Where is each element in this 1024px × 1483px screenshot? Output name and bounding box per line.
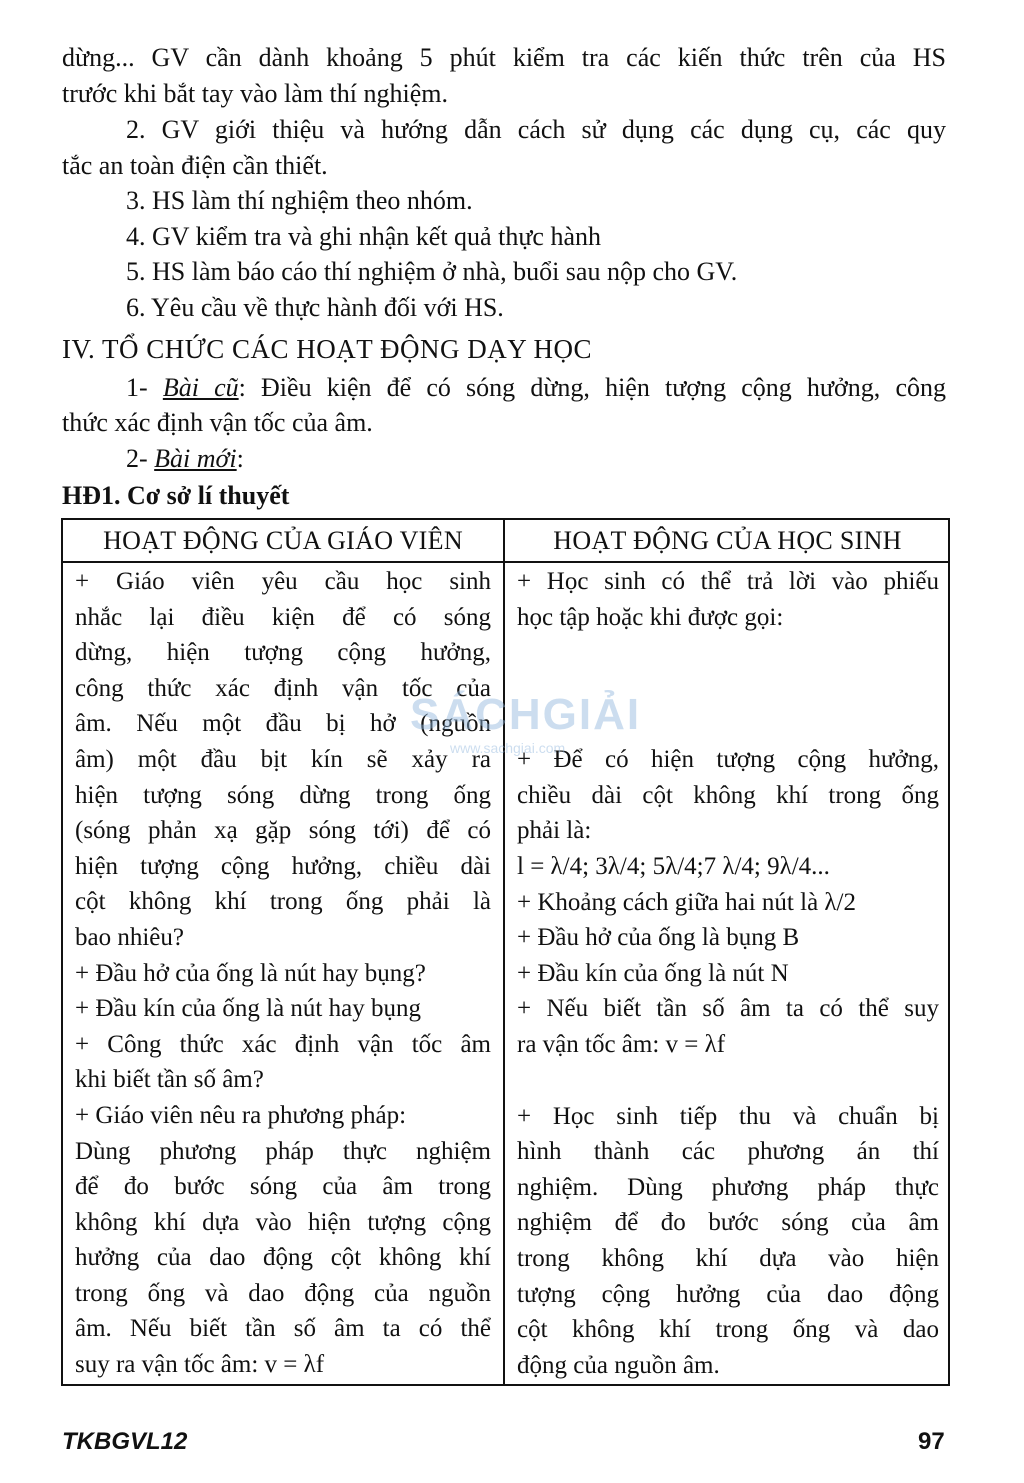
student-line: + Học sinh có thể trả lời vào phiếu	[517, 568, 939, 595]
teacher-line: dừng, hiện tượng cộng hưởng,	[75, 639, 491, 667]
student-line: trong không khí dựa vào hiện	[517, 1244, 939, 1272]
teacher-column	[75, 564, 491, 1383]
watermark-name: SÁCHGIẢI	[410, 690, 642, 739]
teacher-line: + Công thức xác định vận tốc âm	[75, 1030, 491, 1058]
old-lesson-prefix: 1-	[126, 373, 163, 402]
new-lesson-suffix: :	[236, 444, 244, 473]
student-column	[517, 564, 939, 1383]
student-line: cột không khí trong ống và dao	[517, 1316, 939, 1344]
student-line: hình thành các phương án thí	[517, 1138, 939, 1166]
activity-table	[61, 518, 950, 1386]
teacher-line: âm. Nếu một đầu bị hở (nguồn	[75, 710, 491, 738]
teacher-line: + Giáo viên yêu cầu học sinh	[75, 568, 491, 595]
student-line: chiều dài cột không khí trong ống	[517, 781, 939, 809]
new-lesson-line	[126, 441, 244, 477]
new-lesson-label: Bài mới	[154, 444, 237, 473]
teacher-line: nhắc lại điều kiện để có sóng	[75, 603, 491, 631]
table-header-divider	[63, 561, 948, 563]
student-line: nghiệm. Dùng phương pháp thực	[517, 1173, 939, 1201]
teacher-line: công thức xác định vận tốc của	[75, 674, 491, 702]
teacher-line: + Đầu kín của ống là nút hay bụng	[75, 995, 421, 1023]
step-4: 4. GV kiểm tra và ghi nhận kết quả thực hành	[126, 222, 601, 251]
old-lesson-line-1	[126, 370, 946, 406]
step-2-line-2: tắc an toàn điện cần thiết.	[62, 151, 328, 180]
teacher-line: khi biết tần số âm?	[75, 1066, 264, 1094]
teacher-line: + Đầu hở của ống là nút hay bụng?	[75, 959, 426, 987]
teacher-line: Dùng phương pháp thực nghiệm	[75, 1137, 491, 1165]
teacher-line: không khí dựa vào hiện tượng cộng	[75, 1208, 491, 1236]
step-6: 6. Yêu cầu về thực hành đối với HS.	[126, 293, 504, 322]
teacher-line: để đo bước sóng của âm trong	[75, 1173, 491, 1201]
student-line: học tập hoặc khi được gọi:	[517, 603, 784, 631]
teacher-line: + Giáo viên nêu ra phương pháp:	[75, 1101, 407, 1129]
activity-title: HĐ1. Cơ sở lí thuyết	[62, 481, 290, 510]
teacher-line: hiện tượng cộng hưởng, chiều dài	[75, 852, 491, 880]
student-line: + Đầu kín của ống là nút N	[517, 959, 789, 987]
header-teacher: HOẠT ĐỘNG CỦA GIÁO VIÊN	[103, 526, 463, 555]
student-line: + Học sinh tiếp thu và chuẩn bị	[517, 1102, 939, 1130]
step-5: 5. HS làm báo cáo thí nghiệm ở nhà, buổi sau nộp cho GV.	[126, 257, 738, 286]
section-title: IV. TỔ CHỨC CÁC HOẠT ĐỘNG DẠY HỌC	[62, 334, 592, 364]
teacher-line: âm. Nếu biết tần số âm ta có thể	[75, 1315, 491, 1343]
student-line: + Nếu biết tần số âm ta có thể suy	[517, 995, 939, 1023]
intro-line-1: dừng... GV cần dành khoảng 5 phút kiểm tra các kiến thức trên của HS	[62, 43, 946, 72]
student-line: động của nguồn âm.	[517, 1351, 720, 1379]
teacher-line: bao nhiêu?	[75, 923, 184, 951]
teacher-line: cột không khí trong ống phải là	[75, 888, 491, 916]
teacher-line: suy ra vận tốc âm: v = λf	[75, 1351, 325, 1379]
page-number: 97	[918, 1428, 945, 1455]
teacher-line: âm) một đầu bịt kín sẽ xảy ra	[75, 745, 491, 773]
book-code: TKBGVL12	[62, 1428, 188, 1455]
teacher-line: trong ống và dao động của nguồn	[75, 1279, 491, 1307]
student-gap	[517, 1063, 939, 1099]
student-line: + Khoảng cách giữa hai nút là λ/2	[517, 888, 856, 916]
teacher-line: (sóng phản xạ gặp sóng tới) để có	[75, 817, 491, 845]
header-student: HOẠT ĐỘNG CỦA HỌC SINH	[553, 526, 902, 555]
teacher-line: hiện tượng sóng dừng trong ống	[75, 781, 491, 809]
student-line: nghiệm để đo bước sóng của âm	[517, 1209, 939, 1237]
intro-line-2: trước khi bắt tay vào làm thí nghiệm.	[62, 79, 448, 108]
watermark-logo	[410, 690, 642, 780]
new-lesson-prefix: 2-	[126, 444, 155, 473]
old-lesson-label: Bài cũ	[162, 373, 239, 402]
old-lesson-line-2: thức xác định vận tốc của âm.	[62, 408, 373, 437]
student-line: tượng cộng hưởng của dao động	[517, 1280, 939, 1308]
student-line: phải là:	[517, 817, 592, 845]
student-line: + Để có hiện tượng cộng hưởng,	[517, 746, 939, 774]
teacher-line: hưởng của dao động cột không khí	[75, 1244, 491, 1272]
student-line: + Đầu hở của ống là bụng B	[517, 924, 800, 952]
step-3: 3. HS làm thí nghiệm theo nhóm.	[126, 186, 473, 215]
student-line: l = λ/4; 3λ/4; 5λ/4;7 λ/4; 9λ/4...	[517, 852, 830, 880]
old-lesson-text: : Điều kiện để có sóng dừng, hiện tượng cộng hưởng, công	[238, 373, 946, 402]
student-line: ra vận tốc âm: v = λf	[517, 1030, 726, 1058]
step-2-line-1: 2. GV giới thiệu và hướng dẫn cách sử dụng các dụng cụ, các quy	[126, 115, 946, 144]
table-column-divider	[503, 520, 505, 1384]
watermark-url: www.sachgiai.com	[450, 740, 566, 756]
